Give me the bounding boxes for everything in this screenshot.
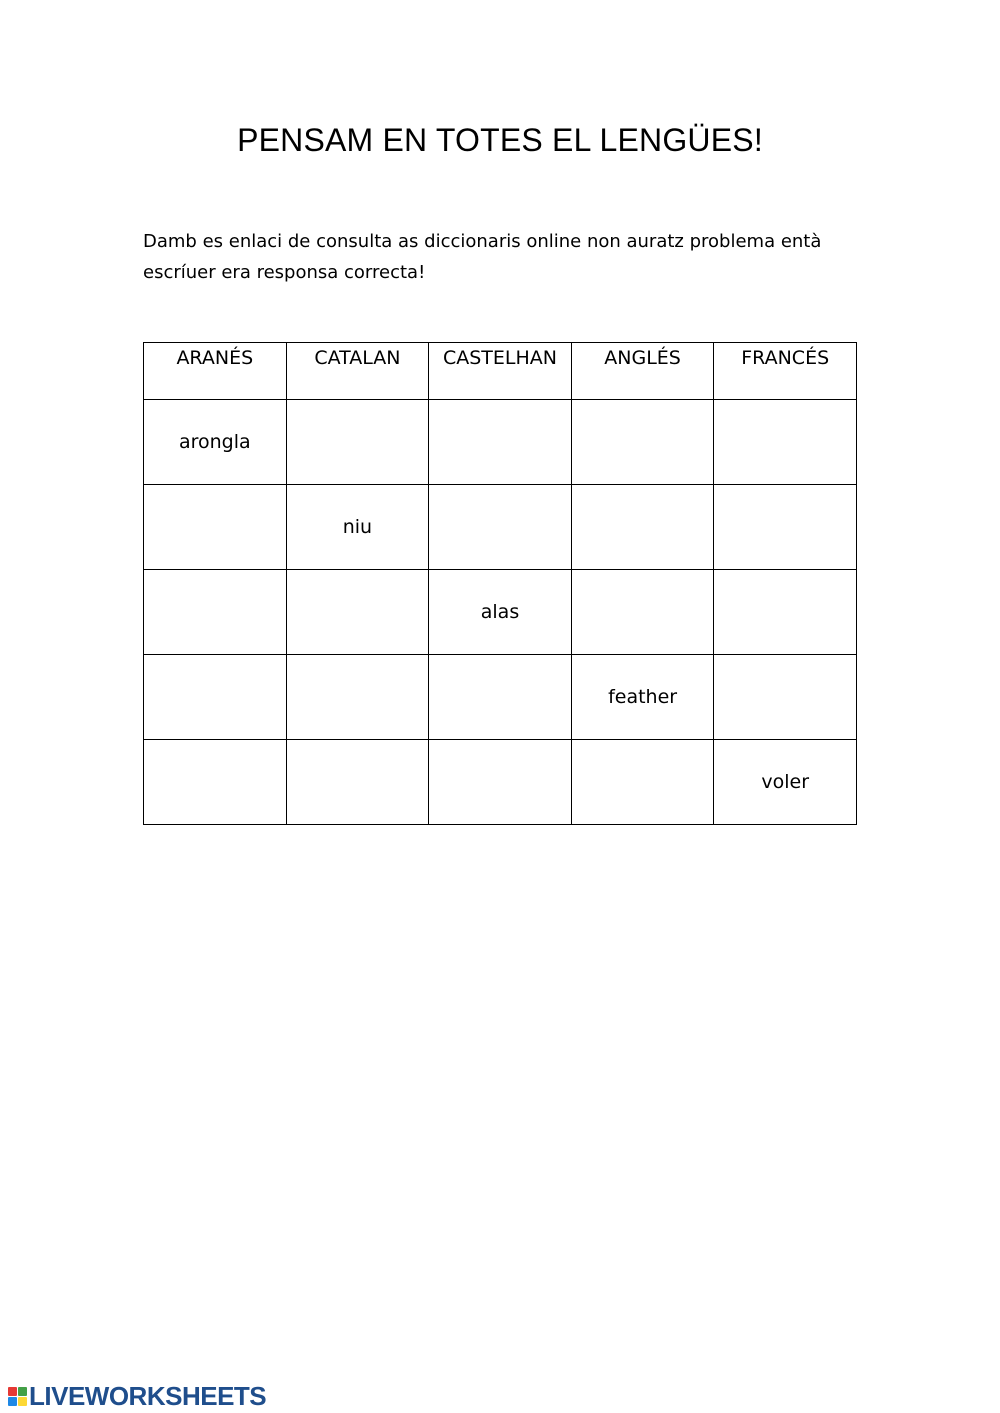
logo-block-2 [18, 1387, 27, 1396]
answer-cell[interactable] [286, 740, 429, 825]
vocabulary-table [143, 342, 857, 825]
column-header-aranes: ARANÉS [144, 343, 287, 400]
instructions-line-2: escríuer era responsa correcta! [143, 262, 426, 283]
table-cell: arongla [144, 400, 287, 485]
answer-cell[interactable] [429, 740, 572, 825]
table-row [144, 655, 857, 740]
answer-cell[interactable] [714, 655, 857, 740]
column-header-catalan: CATALAN [286, 343, 429, 400]
column-header-angles: ANGLÉS [571, 343, 714, 400]
instructions-line-1: Damb es enlaci de consulta as diccionaris online non auratz problema entà [143, 231, 822, 252]
table-row [144, 740, 857, 825]
answer-cell[interactable] [144, 655, 287, 740]
answer-cell[interactable] [571, 740, 714, 825]
logo-block-1 [8, 1387, 17, 1396]
answer-cell[interactable] [571, 485, 714, 570]
answer-cell[interactable] [286, 570, 429, 655]
column-header-frances: FRANCÉS [714, 343, 857, 400]
liveworksheets-logo [8, 1382, 266, 1410]
logo-text: LIVEWORKSHEETS [29, 1380, 267, 1411]
answer-cell[interactable] [429, 400, 572, 485]
logo-block-3 [8, 1397, 17, 1406]
answer-cell[interactable] [144, 570, 287, 655]
answer-cell[interactable] [571, 570, 714, 655]
logo-block-4 [18, 1397, 27, 1406]
answer-cell[interactable] [144, 485, 287, 570]
answer-cell[interactable] [714, 400, 857, 485]
answer-cell[interactable] [429, 655, 572, 740]
table-cell: niu [286, 485, 429, 570]
answer-cell[interactable] [714, 485, 857, 570]
answer-cell[interactable] [144, 740, 287, 825]
page-title: PENSAM EN TOTES EL LENGÜES! [237, 122, 763, 158]
header-row [144, 343, 857, 400]
table-cell: voler [714, 740, 857, 825]
answer-cell[interactable] [714, 570, 857, 655]
answer-cell[interactable] [429, 485, 572, 570]
table-cell: alas [429, 570, 572, 655]
logo-blocks-icon [8, 1387, 27, 1406]
table-row [144, 400, 857, 485]
instructions [143, 226, 863, 288]
answer-cell[interactable] [286, 655, 429, 740]
answer-cell[interactable] [286, 400, 429, 485]
answer-cell[interactable] [571, 400, 714, 485]
table-row [144, 485, 857, 570]
table-cell: feather [571, 655, 714, 740]
table-row [144, 570, 857, 655]
column-header-castelhan: CASTELHAN [429, 343, 572, 400]
